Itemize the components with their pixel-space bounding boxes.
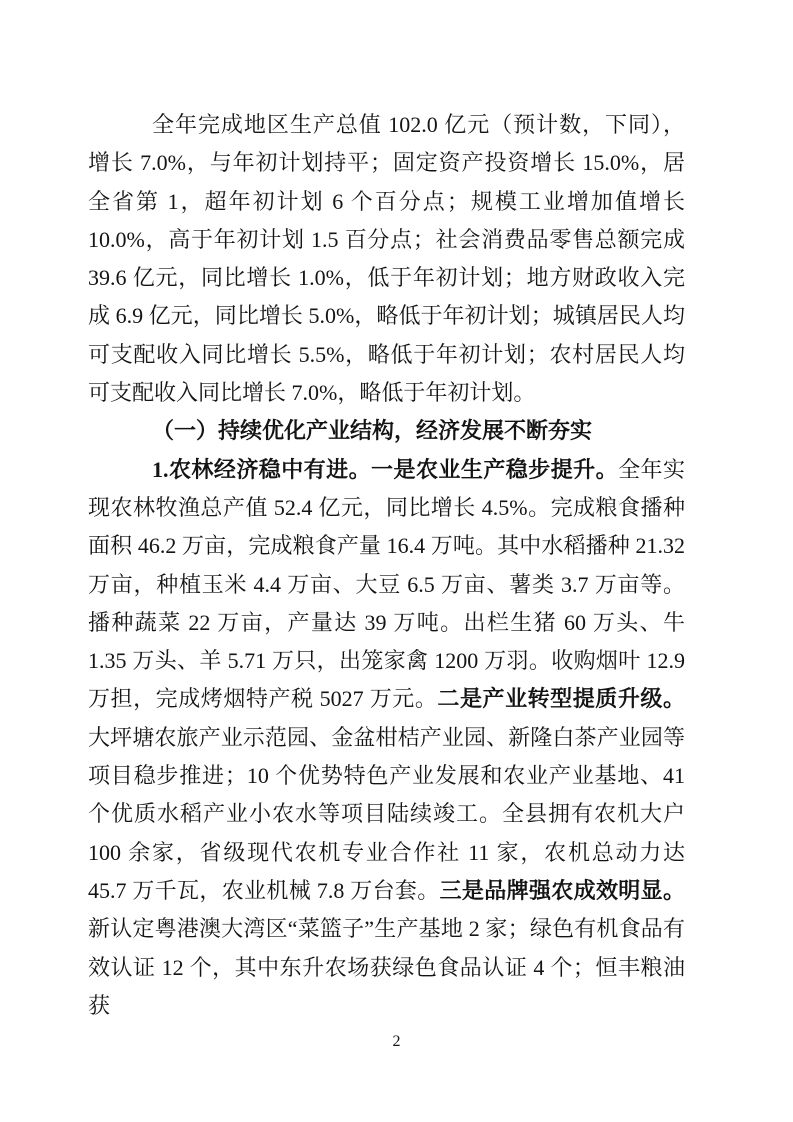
paragraph-agriculture-economy [88,451,685,1025]
run-agriculture-production: 全年实现农林牧渔总产值 52.4 亿元，同比增长 4.5%。完成粮食播种面积 46.2 万亩，完成粮食产量 16.4 万吨。其中水稻播种 21.32 万亩，种植玉米 4.4 万亩、大豆 6.5 万亩、薯类 3.7 万亩等。播种蔬菜 22 万亩，产量达 39 万吨。出栏生猪 60 万头、牛 1.35 万头、羊 5.71 万只，出笼家禽 1200 万羽。收购烟叶 12.9 万担，完成烤烟特产税 5027 万元。 [88,456,685,712]
subheading-agriculture-lead: 1.农林经济稳中有进。一是农业生产稳步提升。 [152,456,619,482]
section-heading-industry-structure: （一）持续优化产业结构，经济发展不断夯实 [152,418,593,444]
run-brand-agriculture: 新认定粤港澳大湾区“菜篮子”生产基地 2 家；绿色有机食品有效认证 12 个，其中东升农场获绿色食品认证 4 个；恒丰粮油获 [88,916,685,1018]
document-body [88,106,685,1025]
page-number: 2 [392,1033,401,1050]
subheading-brand-agriculture: 三是品牌强农成效明显。 [439,877,685,903]
run-industry-upgrade: 大坪塘农旅产业示范园、金盆柑桔产业园、新隆白茶产业园等项目稳步推进；10 个优势特色产业发展和农业产业基地、41 个优质水稻产业小农水等项目陆续竣工。全县拥有农机大户 100 余家，省级现代农机专业合作社 11 家，农机总动力达 45.7 万千瓦，农业机械 7.8 万台套。 [88,724,685,903]
paragraph-economic-indicators: 全年完成地区生产总值 102.0 亿元（预计数，下同），增长 7.0%，与年初计划持平；固定资产投资增长 15.0%，居全省第 1，超年初计划 6 个百分点；规模工业增加值增长 10.0%，高于年初计划 1.5 百分点；社会消费品零售总额完成 39.6 亿元，同比增长 1.0%，低于年初计划；地方财政收入完成 6.9 亿元，同比增长 5.0%，略低于年初计划；城镇居民人均可支配收入同比增长 5.5%，略低于年初计划；农村居民人均可支配收入同比增长 7.0%，略低于年初计划。 [88,112,685,406]
subheading-industry-upgrade: 二是产业转型提质升级。 [437,686,685,712]
